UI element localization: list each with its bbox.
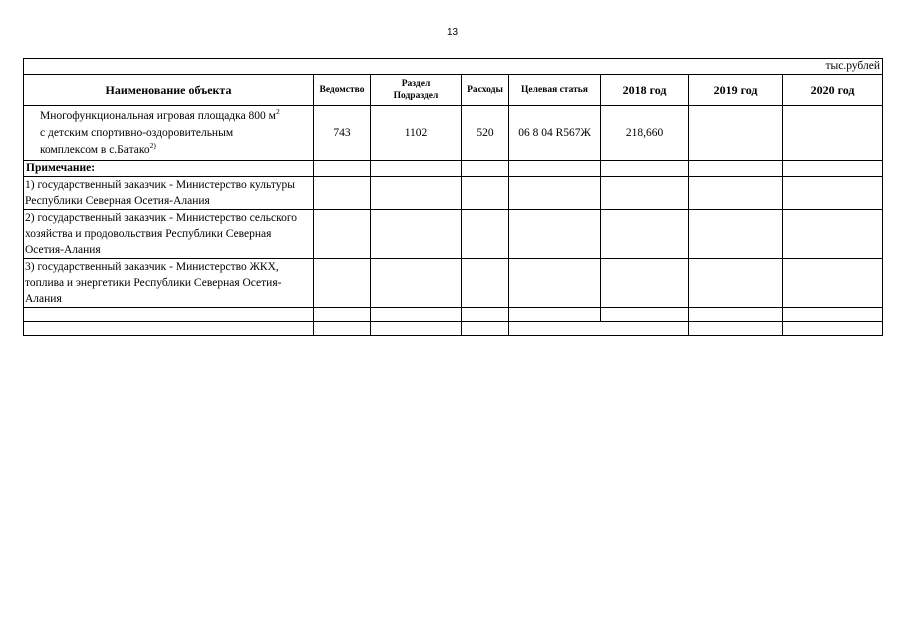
col-header-2020: 2020 год xyxy=(783,75,883,106)
department-cell: 743 xyxy=(314,106,371,161)
budget-table xyxy=(23,58,883,336)
table-header-row xyxy=(24,75,883,106)
note-row xyxy=(24,177,883,210)
notes-heading: Примечание: xyxy=(24,161,314,177)
col-header-name: Наименование объекта xyxy=(24,75,314,106)
col-header-section xyxy=(371,75,462,106)
note-row xyxy=(24,210,883,259)
section-cell: 1102 xyxy=(371,106,462,161)
col-header-department: Ведомство xyxy=(314,75,371,106)
page-number: 13 xyxy=(446,27,459,38)
col-header-expenses: Расходы xyxy=(462,75,509,106)
value-2019-cell xyxy=(689,106,783,161)
empty-row xyxy=(24,322,883,336)
note-item-3: 3) государственный заказчик - Министерство ЖКХ, топлива и энергетики Республики Северная Осетия-Алания xyxy=(24,259,314,308)
col-header-section-line1: Раздел xyxy=(401,79,431,89)
col-header-2018: 2018 год xyxy=(601,75,689,106)
note-row xyxy=(24,259,883,308)
notes-heading-row xyxy=(24,161,883,177)
note-item-1: 1) государственный заказчик - Министерство культуры Республики Северная Осетия-Алания xyxy=(24,177,314,210)
target-article-cell: 06 8 04 R567Ж xyxy=(509,106,601,161)
object-name-line2: с детским спортивно-оздоровительным xyxy=(40,126,234,139)
table-row xyxy=(24,106,883,161)
expenses-cell: 520 xyxy=(462,106,509,161)
object-name-line1: Многофункциональная игровая площадка 800 м xyxy=(40,109,276,122)
object-name-line3: комплексом в с.Батако xyxy=(40,143,150,156)
col-header-2019: 2019 год xyxy=(689,75,783,106)
col-header-target-article: Целевая статья xyxy=(509,75,601,106)
col-header-section-line2: Подраздел xyxy=(393,91,439,101)
empty-row xyxy=(24,308,883,322)
note-item-2: 2) государственный заказчик - Министерство сельского хозяйства и продовольствия Республики Северная Осетия-Алания xyxy=(24,210,314,259)
value-2018-cell: 218,660 xyxy=(601,106,689,161)
object-name-sup2: 2) xyxy=(149,140,156,150)
object-name-cell xyxy=(24,106,314,161)
value-2020-cell xyxy=(783,106,883,161)
unit-label: тыс.рублей xyxy=(24,59,883,75)
object-name-sup1: 2 xyxy=(275,106,280,116)
